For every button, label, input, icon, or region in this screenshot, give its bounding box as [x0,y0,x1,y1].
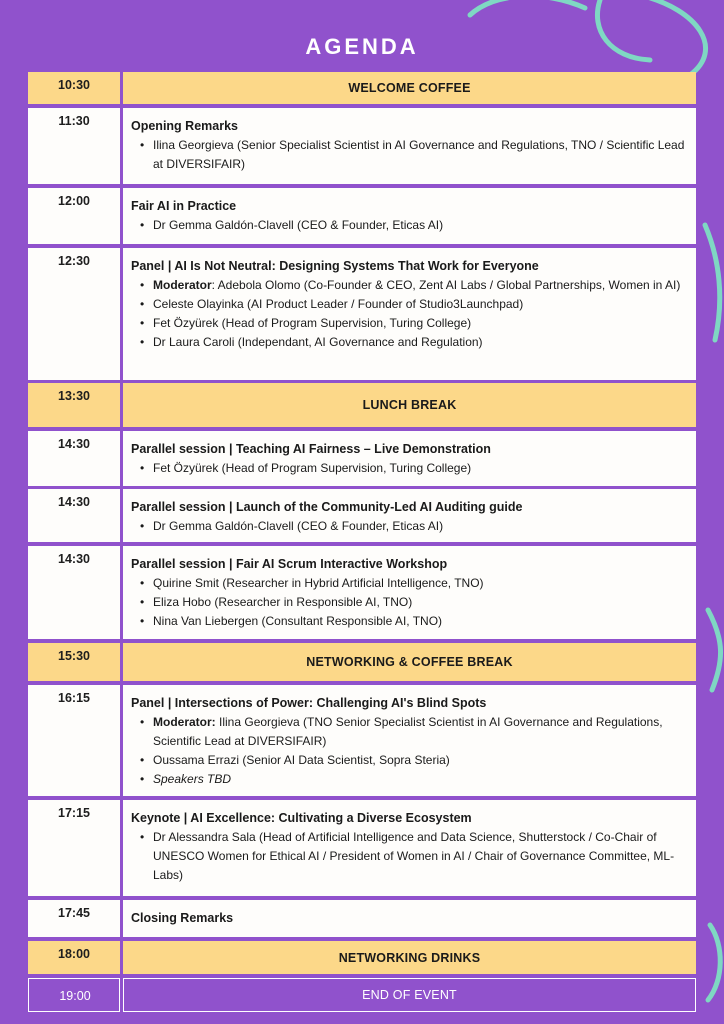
banner-label: END OF EVENT [362,988,457,1002]
speaker-item [153,314,686,333]
speaker-text: Ilina Georgieva (TNO Senior Specialist Scientist in AI Governance and Regulations, Scientific Lead at DIVERSIFAIR) [153,715,663,748]
speaker-item [153,333,686,352]
speaker-item [153,593,686,612]
content-cell [123,643,696,681]
speaker-text: Dr Gemma Galdón-Clavell (CEO & Founder, Eticas AI) [153,218,444,232]
speaker-item [153,216,686,235]
content-cell [123,72,696,104]
speaker-list [131,713,686,789]
session-time: 16:15 [58,691,90,705]
session-time: 11:30 [58,114,90,128]
speaker-item [153,459,686,478]
content-cell [123,108,696,184]
content-cell [123,546,696,639]
session-title: Keynote | AI Excellence: Cultivating a Diverse Ecosystem [131,811,472,825]
time-cell [28,978,120,1012]
session-title: Parallel session | Launch of the Community-Led AI Auditing guide [131,500,523,514]
session-time: 12:30 [58,254,90,268]
speaker-item [153,295,686,314]
session-time: 13:30 [58,389,90,403]
content-cell [123,900,696,937]
time-cell [28,489,120,542]
time-cell [28,72,120,104]
time-cell [28,188,120,244]
speaker-text: Dr Laura Caroli (Independant, AI Governance and Regulation) [153,335,483,349]
session-content [131,694,686,789]
session-content [131,117,686,174]
time-cell [28,546,120,639]
agenda-banner-row [28,978,696,1012]
content-cell [123,941,696,974]
page-title: AGENDA [305,34,419,59]
content-cell [123,978,696,1012]
session-title: Parallel session | Teaching AI Fairness – Live Demonstration [131,442,491,456]
session-time: 18:00 [58,947,90,961]
session-time: 17:45 [58,906,90,920]
speaker-list [131,828,686,885]
session-content [131,498,686,536]
agenda-session-row [28,900,696,937]
session-content [131,909,686,928]
session-time: 19:00 [59,989,91,1003]
session-time: 14:30 [58,495,90,509]
session-title: Fair AI in Practice [131,199,237,213]
session-title: Opening Remarks [131,119,238,133]
time-cell [28,431,120,486]
session-time: 14:30 [58,437,90,451]
speaker-text: Quirine Smit (Researcher in Hybrid Artificial Intelligence, TNO) [153,576,484,590]
content-cell [123,489,696,542]
session-content [131,197,686,235]
speaker-text: Speakers TBD [153,772,232,786]
speaker-item [153,276,686,295]
agenda-session-row [28,489,696,542]
session-title: Panel | AI Is Not Neutral: Designing Systems That Work for Everyone [131,259,539,273]
content-cell [123,383,696,427]
session-content [131,555,686,631]
speaker-list [131,136,686,174]
time-cell [28,383,120,427]
banner-label: LUNCH BREAK [362,398,457,412]
agenda-session-row [28,546,696,639]
session-time: 12:00 [58,194,90,208]
time-cell [28,800,120,896]
content-cell [123,800,696,896]
speaker-item [153,751,686,770]
speaker-text: Dr Gemma Galdón-Clavell (CEO & Founder, Eticas AI) [153,519,444,533]
speaker-text: Ilina Georgieva (Senior Specialist Scientist in AI Governance and Regulations, TNO / Scientific Lead at DIVERSIFAIR) [153,138,685,171]
speaker-role: Moderator [153,278,212,292]
time-cell [28,108,120,184]
agenda-session-row [28,248,696,380]
session-time: 15:30 [58,649,90,663]
time-cell [28,685,120,796]
agenda-session-row [28,685,696,796]
speaker-list [131,216,686,235]
banner-label: WELCOME COFFEE [348,81,471,95]
agenda-banner-row [28,72,696,104]
session-title: Parallel session | Fair AI Scrum Interactive Workshop [131,557,448,571]
time-cell [28,941,120,974]
speaker-list [131,517,686,536]
speaker-text: Celeste Olayinka (AI Product Leader / Founder of Studio3Launchpad) [153,297,524,311]
session-time: 10:30 [58,78,90,92]
session-title: Closing Remarks [131,911,234,925]
speaker-item [153,770,686,789]
session-content [131,809,686,885]
speaker-text: Oussama Errazi (Senior AI Data Scientist, Sopra Steria) [153,753,450,767]
speaker-text: : Adebola Olomo (Co-Founder & CEO, Zent AI Labs / Global Partnerships, Women in AI) [211,278,681,292]
banner-label: NETWORKING DRINKS [338,950,481,965]
agenda-session-row [28,800,696,896]
agenda-banner-row [28,383,696,427]
speaker-list [131,574,686,631]
time-cell [28,248,120,380]
speaker-text: Fet Özyürek (Head of Program Supervision, Turing College) [153,461,472,475]
time-cell [28,643,120,681]
content-cell [123,431,696,486]
content-cell [123,248,696,380]
banner-label: NETWORKING & COFFEE BREAK [306,655,513,669]
speaker-item [153,713,686,751]
agenda-session-row [28,108,696,184]
speaker-text: Dr Alessandra Sala (Head of Artificial Intelligence and Data Science, Shutterstock / Co-Chair of UNESCO Women for Ethical AI / President of Women in AI / Chair of Governance Committee, ML-Labs) [153,830,675,882]
agenda-session-row [28,188,696,244]
session-content [131,257,686,352]
speaker-text: Eliza Hobo (Researcher in Responsible AI, TNO) [153,595,413,609]
session-content [131,440,686,478]
agenda-session-row [28,431,696,486]
speaker-list [131,459,686,478]
content-cell [123,188,696,244]
speaker-item [153,828,686,885]
speaker-list [131,276,686,352]
time-cell [28,900,120,937]
speaker-text: Fet Özyürek (Head of Program Supervision, Turing College) [153,316,472,330]
session-title: Panel | Intersections of Power: Challenging AI's Blind Spots [131,696,487,710]
agenda-banner-row [28,941,696,974]
session-time: 17:15 [58,806,90,820]
speaker-text: Nina Van Liebergen (Consultant Responsible AI, TNO) [153,614,443,628]
agenda-banner-row [28,643,696,681]
speaker-role: Moderator: [153,715,216,729]
speaker-item [153,517,686,536]
session-time: 14:30 [58,552,90,566]
speaker-item [153,136,686,174]
speaker-item [153,574,686,593]
speaker-item [153,612,686,631]
content-cell [123,685,696,796]
